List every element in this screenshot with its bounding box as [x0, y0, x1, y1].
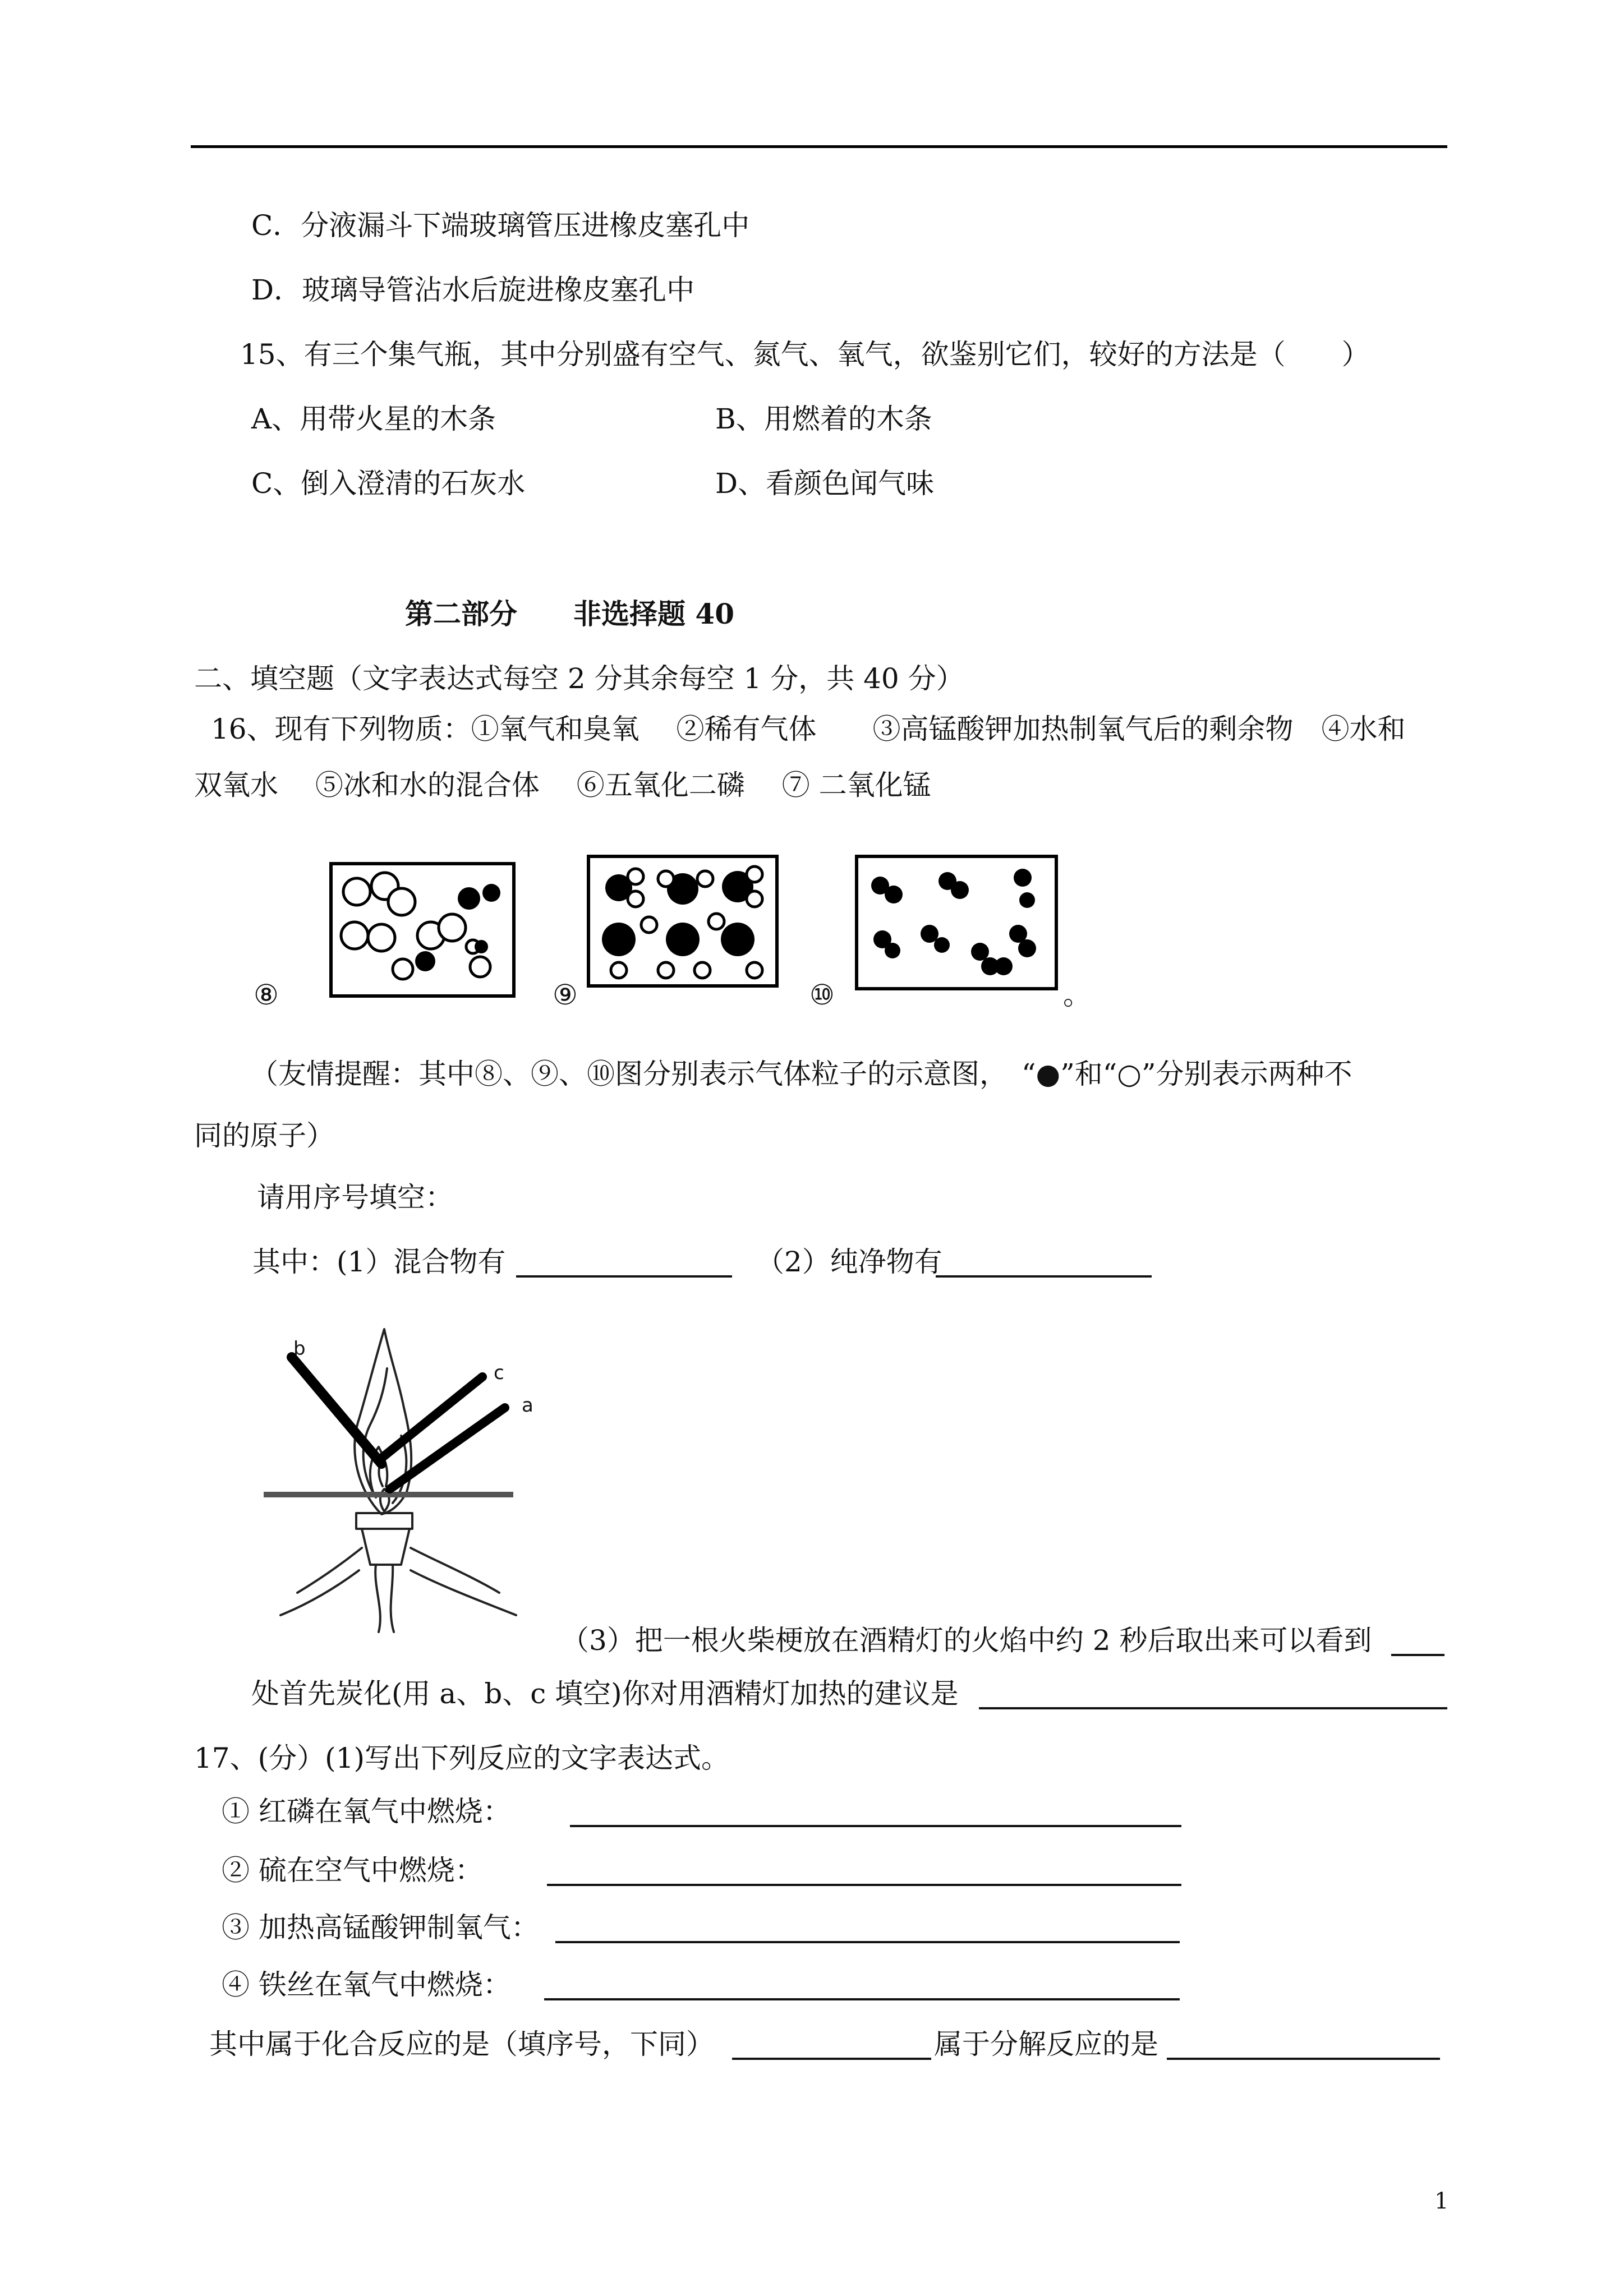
flame-label-b: b	[293, 1338, 306, 1360]
part2-title: 第二部分 非选择题 40	[405, 597, 734, 630]
answer-blank-reaction-4[interactable]	[544, 1998, 1180, 2000]
q17-decomposition-label: 属于分解反应的是	[934, 2028, 1158, 2060]
diagram-8	[330, 863, 515, 997]
q14-option-d: D．玻璃导管沾水后旋进橡皮塞孔中	[251, 274, 695, 306]
q15-option-b: B、用燃着的木条	[715, 403, 932, 435]
diagram-9	[587, 855, 778, 987]
alcohol-lamp-figure	[264, 1324, 533, 1643]
label-9: ⑨	[553, 979, 578, 1011]
q15-stem: 15、有三个集气瓶，其中分别盛有空气、氮气、氧气，欲鉴别它们，较好的方法是（ ）	[240, 338, 1370, 371]
answer-blank-decomposition[interactable]	[1167, 2058, 1440, 2060]
q17-combination-label: 其中属于化合反应的是（填序号，下同）	[209, 2028, 714, 2060]
answer-blank-combination[interactable]	[732, 2058, 931, 2060]
answer-blank-reaction-2[interactable]	[547, 1884, 1181, 1886]
answer-blank-reaction-3[interactable]	[555, 1941, 1180, 1943]
q15-option-a: A、用带火星的木条	[251, 403, 496, 435]
answer-blank-lamp-suggestion[interactable]	[979, 1707, 1447, 1709]
answer-blank-carbonized-part[interactable]	[1391, 1654, 1444, 1656]
q16-sub1-label: 其中：(1）混合物有	[252, 1246, 506, 1278]
q16-instruction: 请用序号填空：	[257, 1181, 453, 1214]
answer-blank-mixtures[interactable]	[516, 1275, 732, 1278]
q16-sub3-line2: 处首先炭化(用 a、b、c 填空)你对用酒精灯加热的建议是	[251, 1677, 959, 1710]
q17-reaction-4: ④ 铁丝在氧气中燃烧：	[222, 1968, 511, 2001]
label-10: ⑩	[809, 979, 835, 1011]
header-rule	[191, 145, 1447, 148]
flame-label-c: c	[494, 1362, 504, 1384]
q15-option-c: C、倒入澄清的石灰水	[251, 467, 526, 500]
diagram-10	[855, 855, 1057, 990]
label-8: ⑧	[254, 979, 279, 1011]
page-number: 1	[1434, 2188, 1449, 2214]
q17-stem: 17、(分）(1)写出下列反应的文字表达式。	[194, 1742, 729, 1774]
q17-reaction-1: ① 红磷在氧气中燃烧：	[222, 1795, 511, 1828]
q15-option-d: D、看颜色闻气味	[715, 467, 935, 500]
q16-line1: 16、现有下列物质：①氧气和臭氧 ②稀有气体 ③高锰酸钾加热制氧气后的剩余物 ④水和	[211, 713, 1406, 745]
answer-blank-pure-substances[interactable]	[936, 1275, 1152, 1278]
flame-label-a: a	[522, 1394, 533, 1417]
q16-sub2-label: （2）纯净物有	[756, 1246, 942, 1278]
q14-option-c: C．分液漏斗下端玻璃管压进橡皮塞孔中	[251, 209, 750, 242]
section-heading: 二、填空题（文字表达式每空 2 分其余每空 1 分，共 40 分）	[194, 662, 964, 695]
q16-hint-line2: 同的原子）	[194, 1119, 334, 1152]
diagram-end-mark: 。	[1063, 979, 1091, 1011]
q17-reaction-3: ③ 加热高锰酸钾制氧气：	[222, 1911, 539, 1944]
q17-reaction-2: ② 硫在空气中燃烧：	[222, 1854, 483, 1887]
q16-sub3-line1: （3）把一根火柴梗放在酒精灯的火焰中约 2 秒后取出来可以看到	[561, 1624, 1372, 1657]
q16-line2: 双氧水 ⑤冰和水的混合体 ⑥五氧化二磷 ⑦ 二氧化锰	[194, 769, 931, 801]
q16-hint-line1: （友情提醒：其中⑧、⑨、⑩图分别表示气体粒子的示意图， “●”和“○”分别表示两种不	[250, 1058, 1352, 1090]
answer-blank-reaction-1[interactable]	[570, 1825, 1181, 1827]
